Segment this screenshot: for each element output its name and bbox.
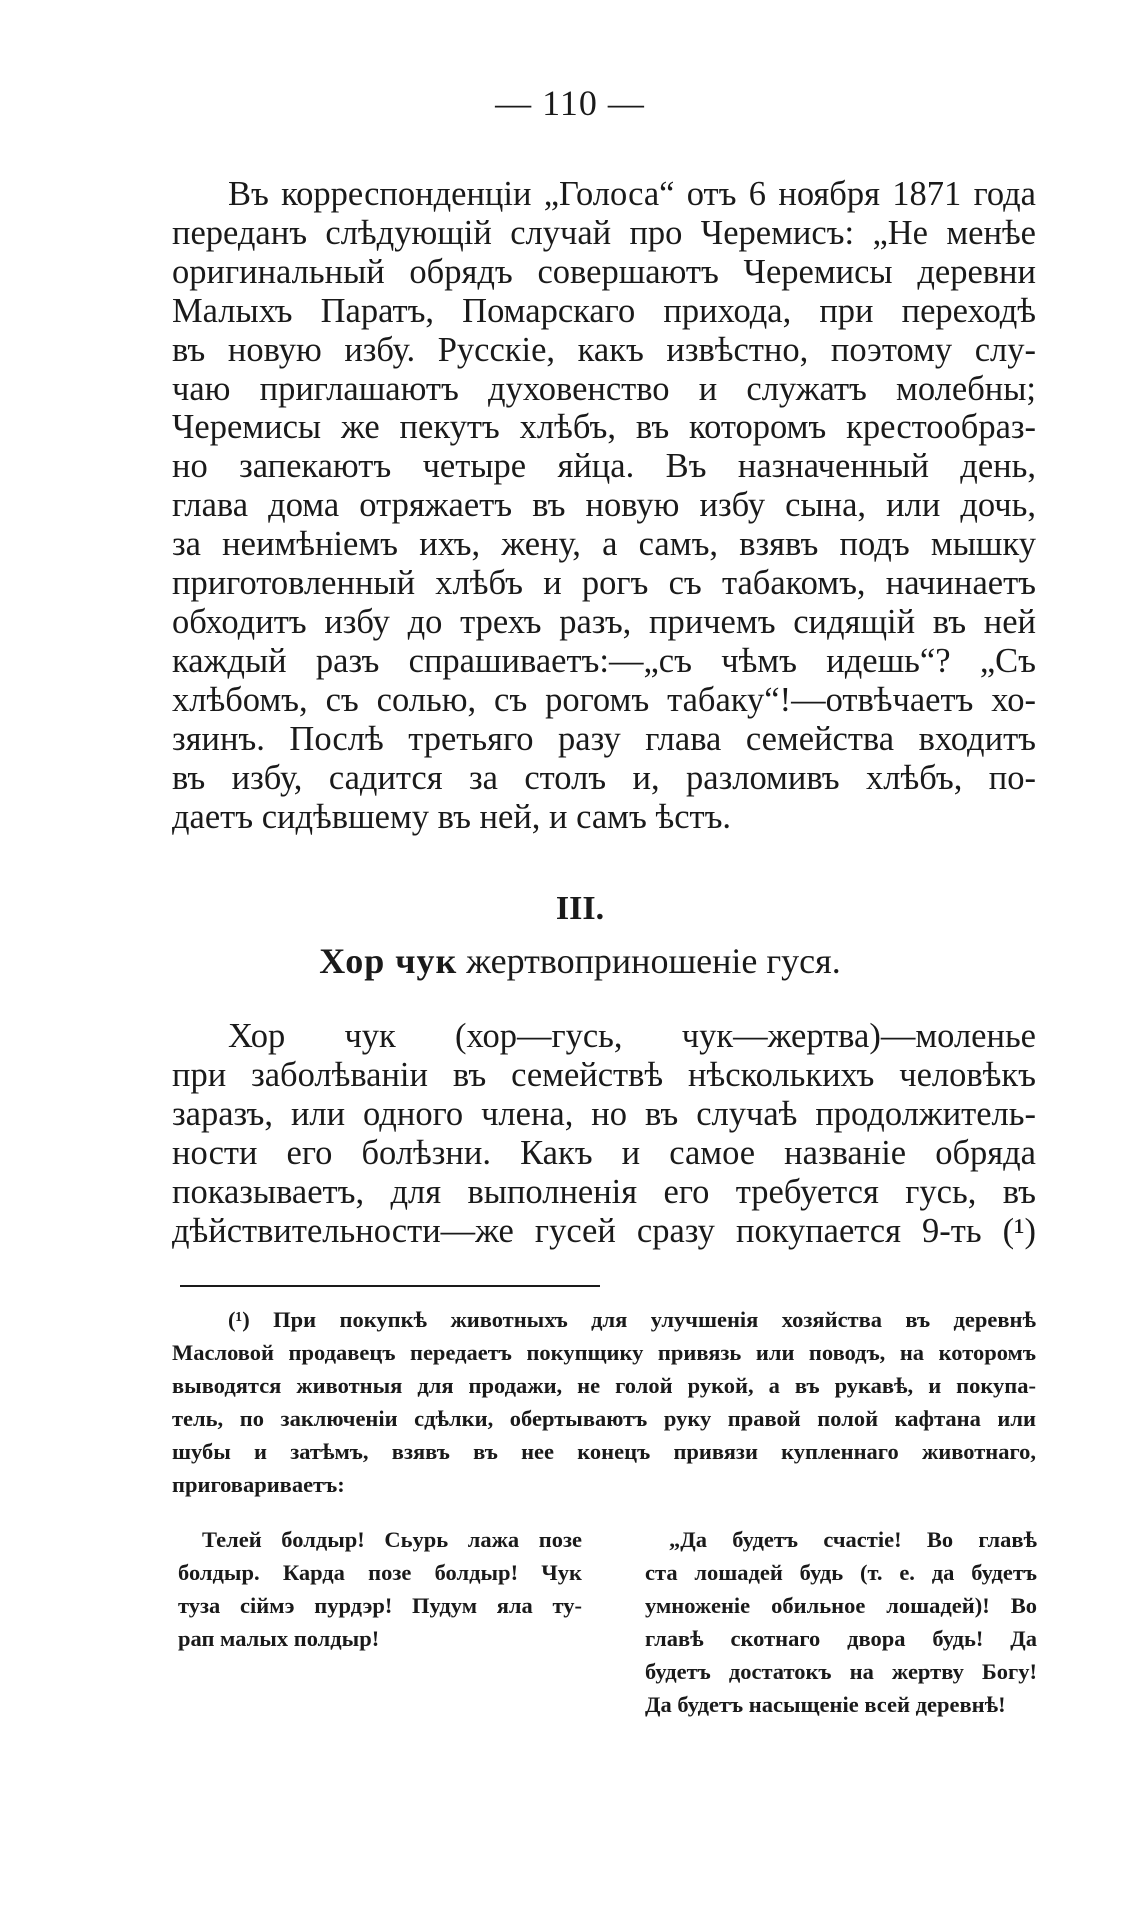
paragraph-line: оригинальный обрядъ совершаютъ Черемисы деревни [172, 252, 1036, 291]
paragraph-line: обходитъ избу до трехъ разъ, причемъ сидящій въ ней [172, 602, 1036, 641]
paragraph-line: въ избу, садится за столъ и, разломивъ хлѣбъ, по- [172, 758, 1036, 797]
footnote-chant-translation [645, 1523, 1037, 1721]
paragraph-line: хлѣбомъ, съ солью, съ рогомъ табаку“!—отвѣчаетъ хо- [172, 680, 1036, 719]
section-title-name: Хор чук [319, 941, 458, 981]
translation-line: умноженіе обильное лошадей)! Во [645, 1593, 1037, 1618]
footnote-line: тель, по заключеніи сдѣлки, обертываютъ руку правой полой кафтана или [172, 1406, 1036, 1431]
paragraph-line: приготовленный хлѣбъ и рогъ съ табакомъ, начинаетъ [172, 564, 1036, 603]
paragraph-line: но запекаютъ четыре яйца. Въ назначенный день, [172, 447, 1036, 486]
paragraph-line: Черемисы же пекутъ хлѣбъ, въ которомъ крестообраз- [172, 408, 1036, 447]
paragraph-correspondence [172, 175, 1036, 836]
chant-line: рап малых полдыр! [178, 1626, 380, 1651]
paragraph-line: показываетъ, для выполненія его требуется гусь, въ [172, 1172, 1036, 1211]
paragraph-line: Малыхъ Паратъ, Помарскаго прихода, при переходѣ [172, 291, 1036, 330]
footnote-line: приговариваетъ: [172, 1472, 345, 1497]
paragraph-line: Хор чук (хор—гусь, чук—жертва)—моленье [228, 1017, 1036, 1055]
paragraph-line: Въ корреспонденціи „Голоса“ отъ 6 ноября 1871 года [228, 175, 1036, 213]
paragraph-line: въ новую избу. Русскіе, какъ извѣстно, поэтому слу- [172, 330, 1036, 369]
paragraph-line: каждый разъ спрашиваетъ:—„съ чѣмъ идешь“? „Съ [172, 641, 1036, 680]
chant-line: Телей болдыр! Сьурь лажа позе [202, 1527, 582, 1552]
paragraph-line: ности его болѣзни. Какъ и самое названіе обряда [172, 1133, 1036, 1172]
paragraph-hor-chuk [172, 1017, 1036, 1250]
footnote-divider [180, 1285, 600, 1287]
translation-line: Да будетъ насыщеніе всей деревнѣ! [645, 1692, 1006, 1717]
chant-line: болдыр. Карда позе болдыр! Чук [178, 1560, 582, 1585]
paragraph-line: переданъ слѣдующій случай про Черемисъ: „Не менѣе [172, 213, 1036, 252]
paragraph-line: при заболѣваніи въ семействѣ нѣсколькихъ человѣкъ [172, 1055, 1036, 1094]
paragraph-line: чаю приглашаютъ духовенство и служатъ молебны; [172, 369, 1036, 408]
chant-line: туза сіймэ пурдэр! Пудум яла ту- [178, 1593, 582, 1618]
footnote-line: Масловой продавецъ передаетъ покупщику привязь или поводъ, на которомъ [172, 1340, 1036, 1365]
paragraph-line: заразъ, или одного члена, но въ случаѣ продолжитель- [172, 1094, 1036, 1133]
translation-line: ста лошадей будь (т. е. да будетъ [645, 1560, 1037, 1585]
section-title-subtitle: жертвоприношеніе гуся. [466, 941, 841, 981]
footnote-line: (¹) При покупкѣ животныхъ для улучшенія хозяйства въ деревнѣ [228, 1307, 1036, 1332]
paragraph-line: глава дома отряжаетъ въ новую избу сына, или дочь, [172, 486, 1036, 525]
paragraph-line: даетъ сидѣвшему въ ней, и самъ ѣстъ. [172, 797, 732, 836]
translation-line: будетъ достатокъ на жертву Богу! [645, 1659, 1037, 1684]
footnote-chant-original [178, 1523, 582, 1655]
paragraph-line: зяинъ. Послѣ третьяго разу глава семейства входитъ [172, 719, 1036, 758]
footnote-line: шубы и затѣмъ, взявъ въ нее конецъ привязи купленнаго животнаго, [172, 1439, 1036, 1464]
section-number: III. [555, 890, 605, 927]
footnote [172, 1303, 1036, 1501]
paragraph-line: дѣйствительности—же гусей сразу покупается 9-ть (¹) [172, 1211, 1036, 1250]
translation-line: главѣ скотнаго двора будь! Да [645, 1626, 1037, 1651]
page-number: — 110 — [495, 83, 645, 123]
footnote-line: выводятся животныя для продажи, не голой рукой, а въ рукавѣ, и покупа- [172, 1373, 1036, 1398]
section-title [0, 940, 1140, 982]
paragraph-line: за неимѣніемъ ихъ, жену, а самъ, взявъ подъ мышку [172, 525, 1036, 564]
translation-line: „Да будетъ счастіе! Во главѣ [669, 1527, 1037, 1552]
